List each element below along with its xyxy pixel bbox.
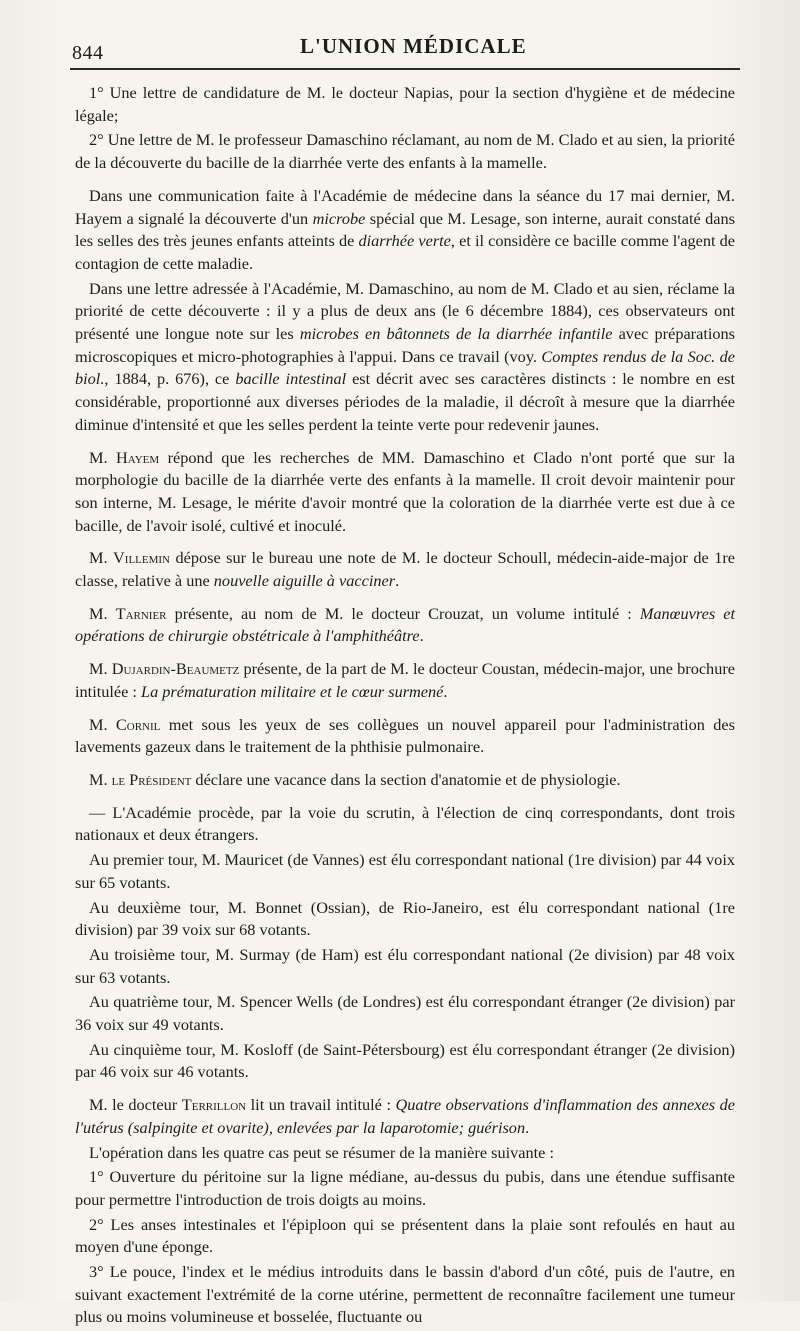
paragraph-damaschino-letter: Dans une lettre adressée à l'Académie, M. Damaschino, au nom de M. Clado et au sien, réclame la priorité de cette découverte : il y a plus de deux ans (le 6 décembre 1884), ces observateurs ont présenté une longue note sur les microbes en bâtonnets de la diarrhée infantile avec préparations microscopiques et micro-photographies à l'appui. Dans ce travail (voy. Comptes rendus de la Soc. de biol., 1884, p. 676), ce bacille intestinal est décrit avec ses caractères distincts : le nombre en est considérable, proportionné aux diverses périodes de la maladie, il décroît à mesure que la diarrhée diminue d'intensité et que les selles perdent la teinte verte pour redevenir jaunes. [75,278,735,434]
paragraph-step-1: 1° Ouverture du péritoine sur la ligne médiane, au-dessus du pubis, dans une étendue suffisante pour permettre l'introduction de trois doigts au moins. [75,1167,735,1209]
paragraph-terrillon: M. le docteur Terrillon lit un travail intitulé : Quatre observations d'inflammation des annexes de l'utérus (salpingite et ovarite), enlevées par la laparotomie; guérison. [75,1095,735,1137]
paragraph-dujardin-beaumetz: M. Dujardin-Beaumetz présente, de la part de M. le docteur Coustan, médecin-major, une brochure intitulée : La prématuration militaire et le cœur surmené. [75,659,735,701]
paragraph-priority-letter: 2° Une lettre de M. le professeur Damaschino réclamant, au nom de M. Clado et au sien, la priorité de la découverte du bacille de la diarrhée verte des enfants à la mamelle. [75,130,735,173]
paragraph-second-round: Au deuxième tour, M. Bonnet (Ossian), de Rio-Janeiro, est élu correspondant national (1re division) par 39 voix sur 68 votants. [75,897,735,940]
paragraph-operation-summary: L'opération dans les quatre cas peut se résumer de la manière suivante : [89,1142,554,1162]
paragraph-hayem-reply: M. Hayem répond que les recherches de MM. Damaschino et Clado n'ont porté que sur la morphologie du bacille de la diarrhée verte des enfants à la mamelle. Il croit devoir maintenir pour son interne, M. Lesage, le mérite d'avoir montré que la coloration de la diarrhée verte est due à ce bacille, de l'avoir isolé, cultivé et inoculé. [75,447,735,535]
paragraph-step-3: 3° Le pouce, l'index et le médius introduits dans le bassin d'abord d'un côté, puis de l'autre, en suivant exactement l'extrémité de la corne utérine, permettent de reconnaître facilement une tumeur plus ou moins volumineuse et bosselée, fluctuante ou [75,1262,735,1327]
paragraph-third-round: Au troisième tour, M. Surmay (de Ham) est élu correspondant national (2e division) par 48 voix sur 63 votants. [75,944,735,987]
page-header [72,28,737,64]
paragraph-hayem-communication: Dans une communication faite à l'Académie de médecine dans la séance du 17 mai dernier, M. Hayem a signalé la découverte d'un microbe spécial que M. Lesage, son interne, aurait constaté dans les selles des très jeunes enfants atteints de diarrhée verte, et il considère ce bacille comme l'agent de contagion de cette maladie. [75,185,736,273]
paragraph-villemin: M. Villemin dépose sur le bureau une note de M. le docteur Schoull, médecin-aide-major de 1re classe, relative à une nouvelle aiguille à vacciner. [75,548,735,591]
paragraph-first-round: Au premier tour, M. Mauricet (de Vannes) est élu correspondant national (1re division) par 44 voix sur 65 votants. [75,850,735,892]
paragraph-candidature: 1° Une lettre de candidature de M. le docteur Napias, pour la section d'hygiène et de médecine légale; [75,83,735,125]
paragraph-election: — L'Académie procède, par la voie du scrutin, à l'élection de cinq correspondants, dont trois nationaux et deux étrangers. [75,802,735,845]
paragraph-tarnier: M. Tarnier présente, au nom de M. le docteur Crouzat, un volume intitulé : Manœuvres et opérations de chirurgie obstétricale à l'amphithéâtre. [75,603,736,646]
paragraph-fifth-round: Au cinquième tour, M. Kosloff (de Saint-Pétersbourg) est élu correspondant étranger (2e division) par 46 voix sur 46 votants. [75,1039,735,1082]
page-number: 844 [72,42,104,64]
paragraph-fourth-round: Au quatrième tour, M. Spencer Wells (de Londres) est élu correspondant étranger (2e division) par 36 voix sur 49 votants. [75,992,735,1035]
paragraph-step-2: 2° Les anses intestinales et l'épiploon qui se présentent dans la plaie sont refoulés en haut au moyen d'une éponge. [75,1214,735,1257]
header-rule [70,68,740,70]
paragraph-president: M. le Président déclare une vacance dans la section d'anatomie et de physiologie. [89,769,621,789]
paragraph-cornil: M. Cornil met sous les yeux de ses collègues un nouvel appareil pour l'administration des lavements gazeux dans le traitement de la phthisie pulmonaire. [75,714,735,757]
running-title: L'UNION MÉDICALE [300,34,527,58]
body-text [75,82,735,1331]
